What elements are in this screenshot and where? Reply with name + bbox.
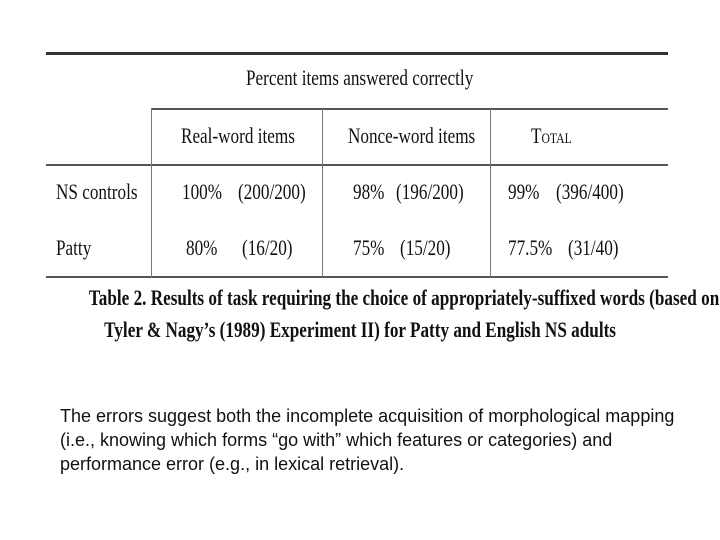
- column-header-total-label: Total: [531, 123, 572, 148]
- table-bottom-rule: [46, 276, 668, 278]
- table-cell-count: (15/20): [400, 235, 451, 260]
- group-header: Percent items answered correctly: [246, 65, 474, 90]
- table-cell-percent: 80%: [186, 235, 218, 260]
- table-cell-percent: 75%: [353, 235, 385, 260]
- table-cell-percent: 77.5%: [508, 235, 553, 260]
- table-caption: [0, 282, 720, 346]
- column-header-total: [531, 124, 572, 148]
- table-cell-percent: 100%: [182, 179, 223, 204]
- table-top-rule: [46, 52, 668, 55]
- table-cell-count: (396/400): [556, 179, 624, 204]
- column-header-nonce-word: Nonce-word items: [348, 123, 476, 148]
- column-divider: [490, 108, 491, 278]
- row-label-patty: Patty: [56, 235, 92, 260]
- column-header-real-word: Real-word items: [181, 123, 295, 148]
- caption-line-2: Tyler & Nagy’s (1989) Experiment II) for Patty and English NS adults: [104, 317, 616, 342]
- results-table: [46, 52, 668, 278]
- caption-line: [0, 282, 720, 314]
- caption-line: [0, 314, 720, 346]
- body-paragraph: The errors suggest both the incomplete acquisition of morphological mapping (i.e., knowing which forms “go with” which features or categories) and performance error (e.g., in lexical retrieval).: [60, 406, 675, 474]
- table-cell-count: (196/200): [396, 179, 464, 204]
- column-divider: [322, 108, 323, 278]
- table-cell-percent: 98%: [353, 179, 385, 204]
- column-header-rule: [46, 164, 668, 166]
- row-label-ns-controls: NS controls: [56, 179, 138, 204]
- table-cell-count: (31/40): [568, 235, 619, 260]
- column-divider: [151, 108, 152, 278]
- caption-line-1: Table 2. Results of task requiring the choice of appropriately-suffixed words (based on: [88, 285, 720, 310]
- table-cell-count: (200/200): [238, 179, 306, 204]
- table-cell-percent: 99%: [508, 179, 540, 204]
- table-cell-count: (16/20): [242, 235, 293, 260]
- group-header-rule: [151, 108, 668, 110]
